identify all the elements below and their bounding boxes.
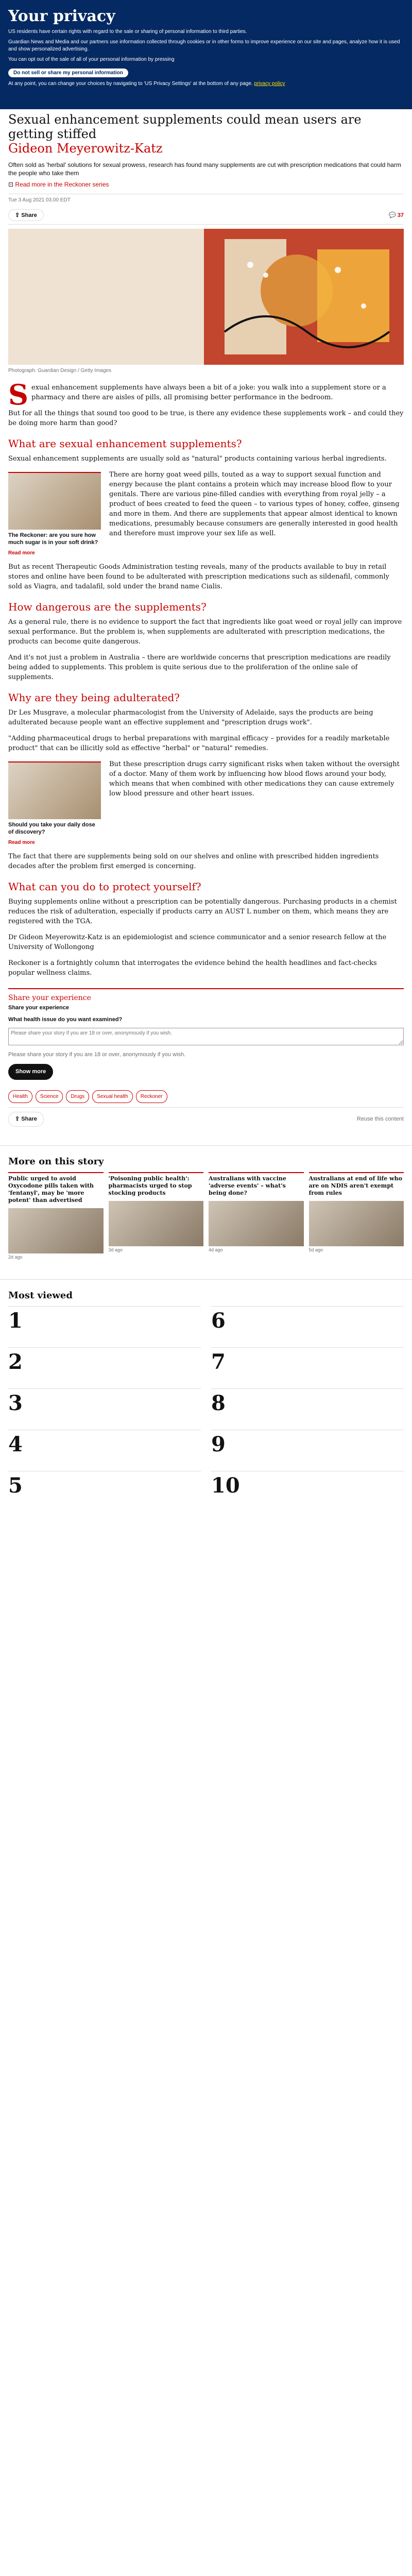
- story-title: Australians at end of life who are on NDIS aren't exempt from rules: [308, 1175, 402, 1196]
- privacy-title: Your privacy: [8, 7, 115, 25]
- rank-number: 6: [211, 1309, 226, 1333]
- rank-number: 2: [8, 1350, 23, 1374]
- related-card-title: The Reckoner: are you sure how much sugar is in your soft drink?: [8, 532, 98, 546]
- hero-illustration: [8, 229, 404, 365]
- paragraph-11: The fact that there are supplements being sold on our shelves and online with prescribed hidden ingredients decades after the problem first emerged is concerning.: [8, 853, 379, 870]
- hero-image: [8, 229, 404, 365]
- related-card-image: [8, 473, 101, 530]
- related-card-2[interactable]: [8, 761, 101, 848]
- privacy-banner: [0, 0, 412, 109]
- most-viewed-item[interactable]: [8, 1306, 201, 1347]
- story-title: 'Poisoning public health': pharmacists urged to stop stocking products: [108, 1175, 192, 1196]
- series-link-row: [8, 180, 404, 189]
- most-viewed-title: Most viewed: [8, 1290, 73, 1301]
- paragraph-3: Sexual enhancement supplements are usually sold as "natural" products containing various herbal ingredients.: [8, 455, 387, 463]
- related-card-link[interactable]: Read more: [8, 840, 35, 845]
- most-viewed-item[interactable]: [211, 1430, 404, 1471]
- story-time: 4d ago: [209, 1247, 223, 1252]
- rank-number: 8: [211, 1391, 226, 1415]
- share-row: [8, 206, 404, 225]
- share-button-bottom[interactable]: ⇪ Share: [8, 1112, 44, 1127]
- tag-health[interactable]: Health: [8, 1090, 32, 1103]
- share-icon: ⇪: [15, 1116, 22, 1122]
- reuse-link[interactable]: Reuse this content: [356, 1116, 404, 1122]
- subheading-3: Why are they being adulterated?: [8, 691, 180, 704]
- privacy-text-3: You can opt out of the sale of all of your personal information by pressing: [8, 57, 175, 62]
- story-card[interactable]: [209, 1172, 304, 1261]
- story-title: Australians with vaccine 'adverse events' – what's being done?: [209, 1175, 286, 1196]
- story-time: 2d ago: [8, 1255, 23, 1260]
- most-viewed-item[interactable]: [8, 1347, 201, 1388]
- story-thumbnail: [209, 1201, 304, 1246]
- most-viewed-item[interactable]: [8, 1430, 201, 1471]
- callout-input[interactable]: [8, 1028, 404, 1045]
- tag-reckoner[interactable]: Reckoner: [136, 1090, 167, 1103]
- paragraph-1: Sexual enhancement supplements have always been a bit of a joke: you walk into a supplement store or a pharmacy and there are aisles of pills, all promising better performance in the bedroom.: [8, 378, 386, 411]
- tag-science[interactable]: Science: [36, 1090, 63, 1103]
- story-thumbnail: [109, 1201, 204, 1246]
- rank-number: 7: [211, 1350, 226, 1374]
- paragraph-6: As a general rule, there is no evidence to support the fact that ingredients like goat weed or royal jelly can improve sexual performance. But the problem is, when supplements are adulterated with prescription medications, the products can become quite dangerous.: [8, 618, 402, 646]
- story-title: Public urged to avoid Oxycodone pills taken with 'fentanyl', may be 'more potent' than advertised: [8, 1175, 94, 1204]
- reckoner-note: Reckoner is a fortnightly column that interrogates the evidence behind the health headlines and fact-checks popular wellness claims.: [8, 959, 377, 977]
- do-not-sell-button[interactable]: Do not sell or share my personal information: [8, 69, 128, 77]
- author-bio: Dr Gideon Meyerowitz-Katz is an epidemiologist and science communicator and a senior research fellow at the University of Wollongong: [8, 934, 387, 951]
- article-icon: ⊡: [8, 181, 14, 188]
- article-byline[interactable]: Gideon Meyerowitz-Katz: [8, 141, 163, 156]
- article-meta: Tue 3 Aug 2021 03.00 EDT: [8, 194, 404, 203]
- subheading-2: How dangerous are the supplements?: [8, 601, 207, 613]
- story-card[interactable]: [8, 1172, 104, 1261]
- related-card-image: [8, 762, 101, 819]
- callout-hint: Please share your story if you are 18 or over, anonymously if you wish.: [8, 1052, 186, 1058]
- paragraph-5: But as recent Therapeutic Goods Administration testing reveals, many of the products available to buy in retail stores and online have been found to be adulterated with prescription medications such as sildenafil, commonly sold as Viagra, and tadalafil, sold under the brand name Cialis.: [8, 563, 389, 590]
- privacy-policy-link[interactable]: privacy policy: [254, 81, 285, 87]
- privacy-text-2: Guardian News and Media and our partners use information collected through cookies or in other forms to improve experience on our site and pages, analyze how it is used and show personalized advertising.: [8, 39, 400, 52]
- subheading-1: What are sexual enhancement supplements?: [8, 437, 242, 450]
- comment-count[interactable]: 💬 37: [388, 212, 404, 218]
- story-time: 3d ago: [108, 1247, 123, 1252]
- callout-title: Share your experience: [8, 994, 91, 1002]
- article-headline: Sexual enhancement supplements could mean users are getting stiffed: [8, 112, 362, 141]
- footer-share-row: [8, 1107, 404, 1127]
- related-card-title: Should you take your daily dose of discovery?: [8, 822, 95, 835]
- story-time: 5d ago: [308, 1247, 323, 1252]
- share-button[interactable]: ⇪ Share: [8, 209, 44, 221]
- related-card-link[interactable]: Read more: [8, 550, 35, 556]
- paragraph-4: There are horny goat weed pills, touted as a way to support sexual function and energy because the plant contains a protein which may increase blood flow to your genitals. There are various pine-filled candies with everything from royal jelly – a product of bees created to feed the queen – to various types of honey, coffee, ginseng and more in them. And there are supplements that appear almost identical to known medications, presumably because consumers are generally interested in good health and therefore must improve your sex life as well.: [109, 471, 400, 537]
- more-on-story-title: More on this story: [8, 1156, 104, 1167]
- paragraph-7: And it's not just a problem in Australia – there are worldwide concerns that prescription medications are readily being added to supplements. This problem is quite serious due to the proliferation of the online sale of supplements.: [8, 654, 391, 681]
- series-link[interactable]: Read more in the Reckoner series: [15, 181, 109, 188]
- story-thumbnail: [8, 1208, 104, 1253]
- callout-question: What health issue do you want examined?: [8, 1016, 123, 1023]
- privacy-text-1: US residents have certain rights with regard to the sale or sharing of personal information to third parties.: [8, 29, 247, 35]
- rank-number: 9: [211, 1432, 226, 1456]
- most-viewed-item[interactable]: [8, 1471, 201, 1512]
- privacy-text-4: At any point, you can change your choices by navigating to 'US Privacy Settings' at the bottom of any page. privacy policy: [8, 81, 285, 87]
- paragraph-12: Buying supplements online without a prescription can be potentially dangerous. Purchasing products in a chemist reduces the risk of adulteration, especially if products carry an AUST L number on them, which means they are registered with the TGA.: [8, 898, 397, 925]
- subheading-4: What can you do to protect yourself?: [8, 880, 201, 893]
- topic-tags: [8, 1090, 404, 1103]
- tag-sexual-health[interactable]: Sexual health: [92, 1090, 133, 1103]
- paragraph-8: Dr Les Musgrave, a molecular pharmacologist from the University of Adelaide, says the products are being adulterated because people want an effective supplement and "prescription drugs work".: [8, 709, 373, 726]
- paragraph-2: But for all the things that sound too good to be true, is there any evidence these supplements work – and could they be doing more harm than good?: [8, 410, 404, 427]
- story-card[interactable]: [309, 1172, 404, 1261]
- paragraph-10: But these prescription drugs carry significant risks when taken without the oversight of a doctor. Many of them work by influencing how blood flows around your body, which means that when combined with other medications they can cause extremely low blood pressure and other heart issues.: [109, 760, 400, 798]
- rank-number: 1: [8, 1309, 23, 1333]
- most-viewed-item[interactable]: [211, 1347, 404, 1388]
- rank-number: 4: [8, 1432, 23, 1456]
- dropcap: S: [8, 378, 28, 411]
- story-thumbnail: [309, 1201, 404, 1246]
- comment-icon: 💬: [388, 212, 398, 218]
- most-viewed: [0, 1279, 412, 1512]
- story-card[interactable]: [109, 1172, 204, 1261]
- callout-subtitle: Share your experience: [8, 1005, 70, 1011]
- rank-number: 3: [8, 1391, 23, 1415]
- most-viewed-item[interactable]: [8, 1388, 201, 1430]
- more-on-story: [0, 1145, 412, 1261]
- article-standfirst: Often sold as 'herbal' solutions for sexual prowess, research has found many supplements are cut with prescription medications that could harm the people who take them: [8, 161, 401, 177]
- hero-caption: Photograph: Guardian Design / Getty Images: [8, 368, 112, 374]
- article-body: [0, 378, 412, 1127]
- most-viewed-item[interactable]: [211, 1388, 404, 1430]
- tag-drugs[interactable]: Drugs: [66, 1090, 89, 1103]
- most-viewed-item[interactable]: [211, 1471, 404, 1512]
- share-icon: ⇪: [15, 212, 22, 218]
- related-card-1[interactable]: [8, 472, 101, 558]
- rank-number: 10: [211, 1473, 240, 1498]
- callout-box: [8, 988, 404, 1080]
- paragraph-9: "Adding pharmaceutical drugs to herbal preparations with marginal efficacy – provides for a readily marketable product" that can be illicitly sold as effective "herbal" or "natural" remedies.: [8, 735, 390, 752]
- most-viewed-item[interactable]: [211, 1306, 404, 1347]
- show-more-button[interactable]: Show more: [8, 1064, 53, 1080]
- rank-number: 5: [8, 1473, 23, 1498]
